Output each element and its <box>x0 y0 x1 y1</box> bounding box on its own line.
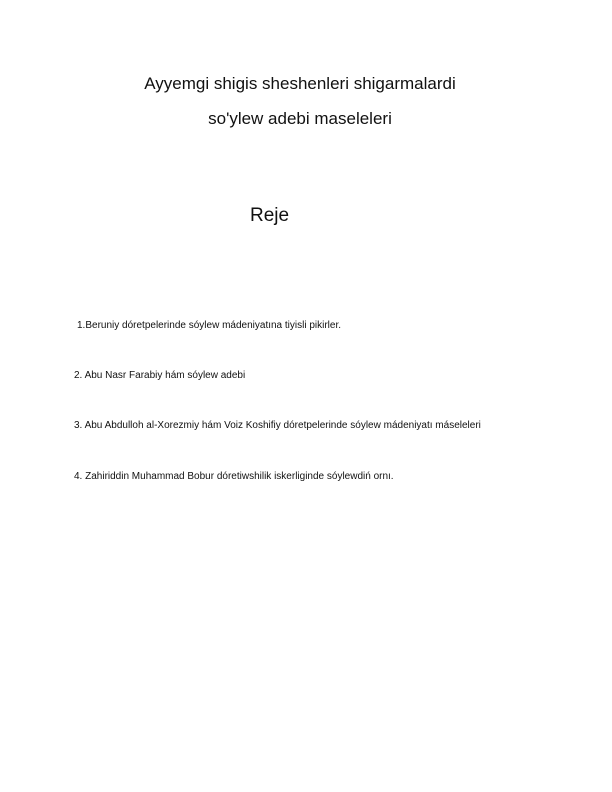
plan-heading: Reje <box>250 205 290 226</box>
plan-item-3: 3. Abu Abdulloh al-Xorezmiy hám Voiz Koshifiy dóretpelerinde sóylew mádeniyatı máseleleri <box>74 420 481 431</box>
title-line-1: Ayyemgi shigis sheshenleri shigarmalardi <box>144 74 456 93</box>
plan-item-4: 4. Zahiriddin Muhammad Bobur dóretiwshilik iskerliginde sóylewdiń ornı. <box>74 471 394 482</box>
title-line-2: so'ylew adebi maseleleri <box>208 109 392 128</box>
plan-item-1: 1.Beruniy dóretpelerinde sóylew mádeniyatına tiyisli pikirler. <box>77 320 342 331</box>
plan-item-2: 2. Abu Nasr Farabiy hám sóylew adebi <box>74 370 246 381</box>
